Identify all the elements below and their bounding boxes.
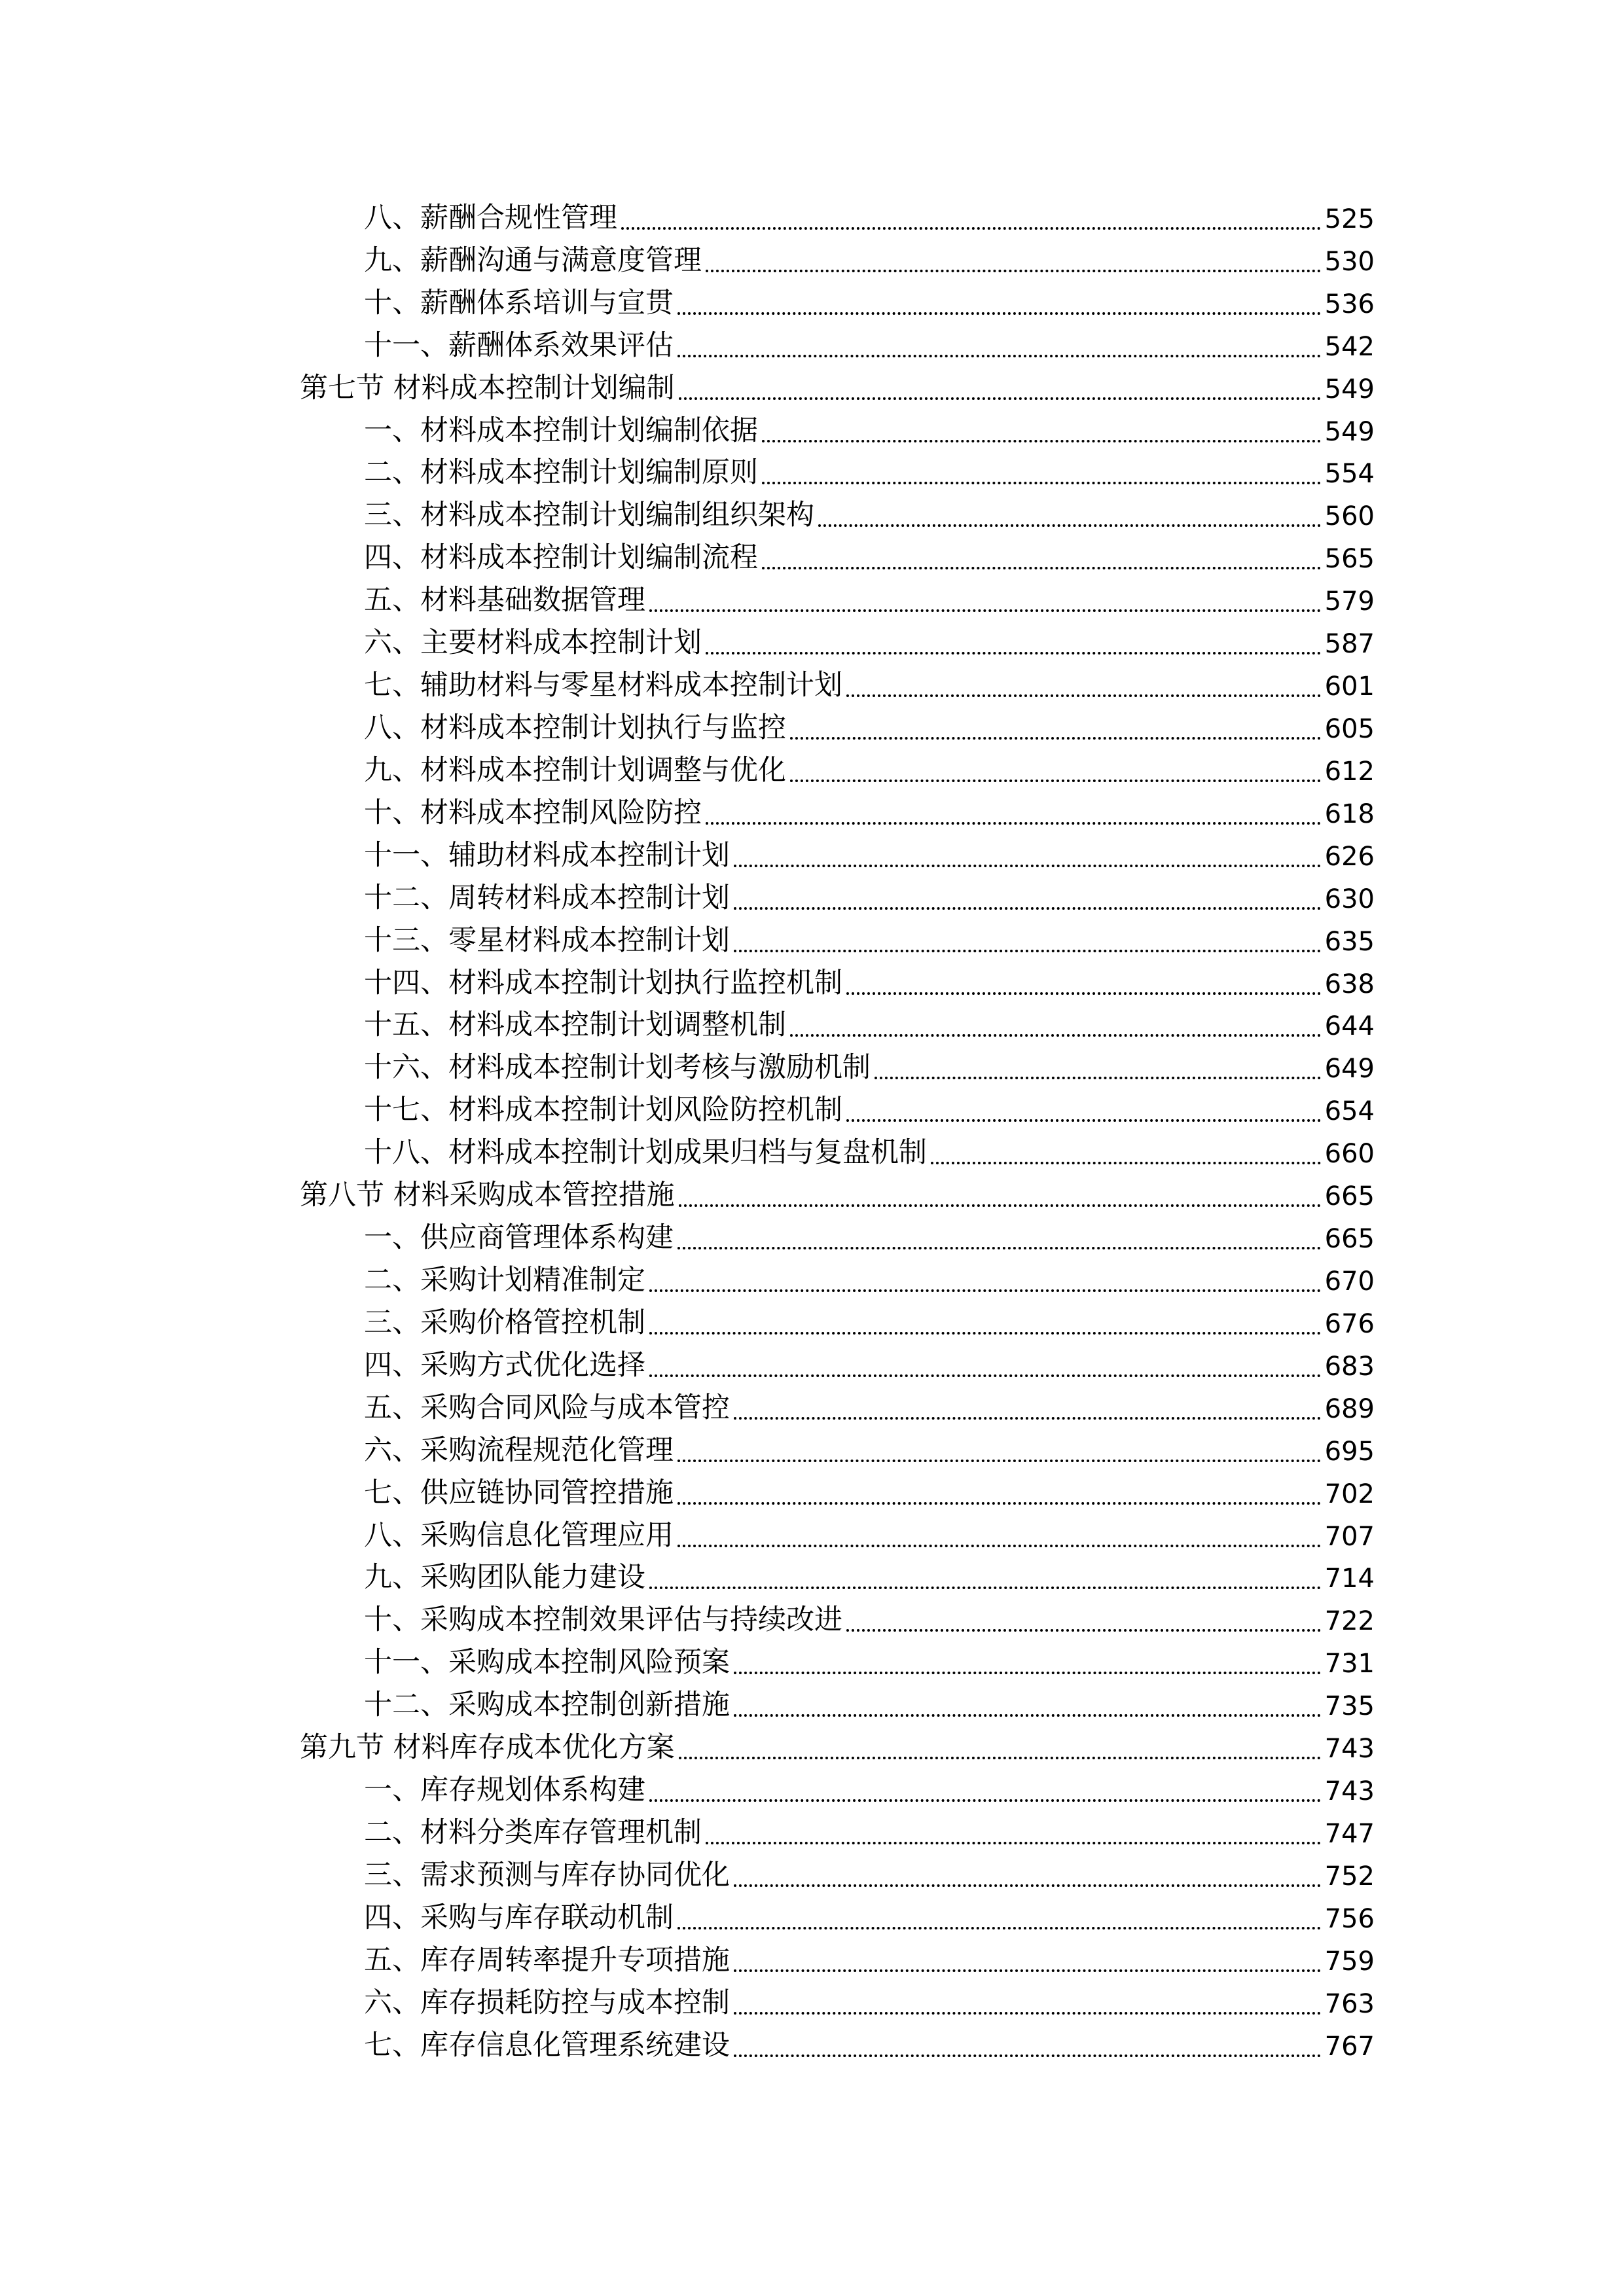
toc-entry-page-number: 579 xyxy=(1324,586,1375,617)
toc-subsection-entry[interactable] xyxy=(300,1555,1375,1598)
toc-subsection-entry[interactable] xyxy=(300,1385,1375,1427)
toc-subsection-entry[interactable] xyxy=(300,535,1375,577)
toc-leader-dots xyxy=(734,1884,1321,1887)
toc-leader-dots xyxy=(762,482,1321,484)
toc-entry-page-number: 542 xyxy=(1324,331,1375,362)
toc-entry-page-number: 695 xyxy=(1324,1436,1375,1467)
toc-subsection-entry[interactable] xyxy=(300,1640,1375,1682)
toc-subsection-entry[interactable] xyxy=(300,1045,1375,1087)
toc-entry-title: 第七节 材料成本控制计划编制 xyxy=(300,371,675,404)
toc-entry-page-number: 549 xyxy=(1324,374,1375,404)
toc-subsection-entry[interactable] xyxy=(300,238,1375,280)
toc-leader-dots xyxy=(679,397,1321,400)
table-of-contents xyxy=(300,195,1375,2065)
toc-leader-dots xyxy=(790,780,1321,782)
toc-entry-title: 七、库存信息化管理系统建设 xyxy=(364,2028,730,2062)
toc-subsection-entry[interactable] xyxy=(300,1852,1375,1895)
toc-entry-title: 四、采购与库存联动机制 xyxy=(364,1901,674,1934)
toc-leader-dots xyxy=(734,865,1321,867)
toc-leader-dots xyxy=(649,1289,1321,1292)
toc-subsection-entry[interactable] xyxy=(300,492,1375,535)
toc-leader-dots xyxy=(649,1374,1321,1377)
toc-entry-title: 三、采购价格管控机制 xyxy=(364,1306,645,1339)
toc-entry-page-number: 702 xyxy=(1324,1479,1375,1509)
toc-entry-title: 十、薪酬体系培训与宣贯 xyxy=(364,286,674,319)
toc-entry-title: 第九节 材料库存成本优化方案 xyxy=(300,1731,675,1765)
toc-entry-title: 一、材料成本控制计划编制依据 xyxy=(364,414,758,447)
toc-leader-dots xyxy=(734,1417,1321,1420)
toc-entry-page-number: 635 xyxy=(1324,926,1375,957)
toc-subsection-entry[interactable] xyxy=(300,833,1375,875)
toc-section-entry[interactable] xyxy=(300,1725,1375,1767)
toc-entry-page-number: 747 xyxy=(1324,1818,1375,1849)
toc-entry-page-number: 743 xyxy=(1324,1734,1375,1765)
toc-subsection-entry[interactable] xyxy=(300,408,1375,450)
toc-leader-dots xyxy=(649,1799,1321,1802)
toc-leader-dots xyxy=(677,1927,1321,1929)
toc-subsection-entry[interactable] xyxy=(300,747,1375,790)
toc-leader-dots xyxy=(734,2012,1321,2015)
toc-entry-page-number: 549 xyxy=(1324,416,1375,447)
toc-leader-dots xyxy=(649,1332,1321,1335)
toc-entry-title: 九、材料成本控制计划调整与优化 xyxy=(364,753,786,787)
toc-subsection-entry[interactable] xyxy=(300,1767,1375,1810)
toc-entry-page-number: 587 xyxy=(1324,629,1375,660)
toc-entry-page-number: 743 xyxy=(1324,1776,1375,1807)
toc-subsection-entry[interactable] xyxy=(300,1003,1375,1045)
toc-subsection-entry[interactable] xyxy=(300,1257,1375,1300)
toc-subsection-entry[interactable] xyxy=(300,620,1375,662)
toc-section-entry[interactable] xyxy=(300,365,1375,408)
toc-entry-title: 十四、材料成本控制计划执行监控机制 xyxy=(364,966,842,999)
toc-entry-title: 十七、材料成本控制计划风险防控机制 xyxy=(364,1094,842,1127)
toc-entry-title: 十二、周转材料成本控制计划 xyxy=(364,881,730,914)
toc-entry-page-number: 665 xyxy=(1324,1181,1375,1212)
toc-entry-title: 五、材料基础数据管理 xyxy=(364,584,645,617)
toc-leader-dots xyxy=(706,270,1321,272)
toc-entry-page-number: 767 xyxy=(1324,2031,1375,2062)
toc-entry-title: 第八节 材料采购成本管控措施 xyxy=(300,1179,675,1212)
toc-leader-dots xyxy=(677,312,1321,315)
toc-leader-dots xyxy=(931,1162,1321,1164)
toc-entry-title: 八、薪酬合规性管理 xyxy=(364,201,617,234)
toc-leader-dots xyxy=(734,1969,1321,1972)
toc-leader-dots xyxy=(706,822,1321,825)
toc-leader-dots xyxy=(818,524,1321,527)
toc-entry-page-number: 560 xyxy=(1324,501,1375,532)
toc-entry-page-number: 759 xyxy=(1324,1946,1375,1977)
toc-leader-dots xyxy=(875,1077,1321,1079)
toc-entry-page-number: 626 xyxy=(1324,841,1375,872)
toc-subsection-entry[interactable] xyxy=(300,705,1375,747)
toc-leader-dots xyxy=(706,652,1321,655)
toc-subsection-entry[interactable] xyxy=(300,1513,1375,1555)
toc-subsection-entry[interactable] xyxy=(300,918,1375,960)
toc-entry-title: 十六、材料成本控制计划考核与激励机制 xyxy=(364,1051,871,1085)
toc-entry-title: 十五、材料成本控制计划调整机制 xyxy=(364,1009,786,1042)
toc-subsection-entry[interactable] xyxy=(300,323,1375,365)
toc-entry-page-number: 649 xyxy=(1324,1054,1375,1085)
toc-entry-title: 十二、采购成本控制创新措施 xyxy=(364,1689,730,1722)
toc-entry-title: 三、需求预测与库存协同优化 xyxy=(364,1858,730,1892)
toc-entry-page-number: 565 xyxy=(1324,544,1375,575)
toc-entry-title: 五、库存周转率提升专项措施 xyxy=(364,1943,730,1977)
toc-leader-dots xyxy=(621,227,1321,230)
toc-entry-page-number: 763 xyxy=(1324,1988,1375,2019)
toc-entry-title: 十、采购成本控制效果评估与持续改进 xyxy=(364,1604,842,1637)
toc-subsection-entry[interactable] xyxy=(300,1597,1375,1640)
toc-entry-page-number: 731 xyxy=(1324,1649,1375,1679)
toc-entry-page-number: 612 xyxy=(1324,756,1375,787)
toc-entry-page-number: 644 xyxy=(1324,1011,1375,1042)
toc-subsection-entry[interactable] xyxy=(300,1342,1375,1385)
toc-leader-dots xyxy=(734,950,1321,952)
toc-leader-dots xyxy=(734,907,1321,910)
toc-leader-dots xyxy=(846,694,1321,697)
toc-entry-title: 六、主要材料成本控制计划 xyxy=(364,626,702,660)
toc-leader-dots xyxy=(762,567,1321,569)
toc-entry-page-number: 536 xyxy=(1324,289,1375,319)
toc-subsection-entry[interactable] xyxy=(300,1470,1375,1513)
toc-entry-page-number: 676 xyxy=(1324,1308,1375,1339)
toc-entry-page-number: 689 xyxy=(1324,1393,1375,1424)
toc-entry-page-number: 756 xyxy=(1324,1903,1375,1934)
toc-entry-page-number: 530 xyxy=(1324,246,1375,277)
toc-subsection-entry[interactable] xyxy=(300,450,1375,493)
toc-entry-title: 七、辅助材料与零星材料成本控制计划 xyxy=(364,669,842,702)
toc-leader-dots xyxy=(790,737,1321,740)
toc-entry-page-number: 654 xyxy=(1324,1096,1375,1127)
toc-leader-dots xyxy=(677,1247,1321,1249)
toc-leader-dots xyxy=(649,609,1321,612)
toc-entry-title: 七、供应链协同管控措施 xyxy=(364,1476,674,1509)
toc-subsection-entry[interactable] xyxy=(300,662,1375,705)
toc-entry-title: 六、库存损耗防控与成本控制 xyxy=(364,1986,730,2019)
toc-entry-page-number: 601 xyxy=(1324,672,1375,702)
toc-subsection-entry[interactable] xyxy=(300,960,1375,1003)
toc-entry-title: 三、材料成本控制计划编制组织架构 xyxy=(364,499,814,532)
toc-subsection-entry[interactable] xyxy=(300,1895,1375,1937)
toc-subsection-entry[interactable] xyxy=(300,195,1375,238)
toc-entry-page-number: 752 xyxy=(1324,1861,1375,1892)
toc-subsection-entry[interactable] xyxy=(300,1682,1375,1725)
toc-entry-page-number: 638 xyxy=(1324,969,1375,999)
toc-subsection-entry[interactable] xyxy=(300,1980,1375,2022)
toc-entry-page-number: 618 xyxy=(1324,798,1375,829)
toc-entry-page-number: 714 xyxy=(1324,1564,1375,1594)
toc-entry-title: 四、采购方式优化选择 xyxy=(364,1348,645,1382)
toc-leader-dots xyxy=(790,1034,1321,1037)
toc-subsection-entry[interactable] xyxy=(300,1087,1375,1130)
toc-entry-title: 八、材料成本控制计划执行与监控 xyxy=(364,711,786,744)
toc-leader-dots xyxy=(679,1204,1321,1207)
toc-entry-page-number: 670 xyxy=(1324,1266,1375,1297)
toc-entry-title: 十、材料成本控制风险防控 xyxy=(364,796,702,829)
toc-leader-dots xyxy=(706,1842,1321,1844)
toc-entry-title: 一、供应商管理体系构建 xyxy=(364,1221,674,1255)
toc-entry-page-number: 665 xyxy=(1324,1224,1375,1255)
toc-subsection-entry[interactable] xyxy=(300,2022,1375,2065)
toc-subsection-entry[interactable] xyxy=(300,1810,1375,1852)
toc-leader-dots xyxy=(677,355,1321,357)
toc-entry-title: 二、材料分类库存管理机制 xyxy=(364,1816,702,1849)
toc-subsection-entry[interactable] xyxy=(300,1937,1375,1980)
toc-subsection-entry[interactable] xyxy=(300,280,1375,323)
toc-entry-title: 十一、采购成本控制风险预案 xyxy=(364,1646,730,1679)
toc-entry-title: 十三、零星材料成本控制计划 xyxy=(364,924,730,957)
toc-subsection-entry[interactable] xyxy=(300,1215,1375,1257)
toc-leader-dots xyxy=(677,1460,1321,1462)
toc-leader-dots xyxy=(734,1714,1321,1717)
toc-leader-dots xyxy=(734,2054,1321,2057)
toc-entry-page-number: 554 xyxy=(1324,459,1375,490)
toc-entry-title: 六、采购流程规范化管理 xyxy=(364,1433,674,1467)
toc-leader-dots xyxy=(846,1119,1321,1122)
toc-entry-page-number: 525 xyxy=(1324,204,1375,234)
toc-entry-title: 十一、薪酬体系效果评估 xyxy=(364,329,674,362)
toc-entry-title: 八、采购信息化管理应用 xyxy=(364,1518,674,1552)
toc-subsection-entry[interactable] xyxy=(300,875,1375,918)
toc-leader-dots xyxy=(762,440,1321,442)
toc-leader-dots xyxy=(677,1545,1321,1547)
toc-leader-dots xyxy=(679,1757,1321,1759)
toc-section-entry[interactable] xyxy=(300,1172,1375,1215)
toc-entry-title: 九、采购团队能力建设 xyxy=(364,1561,645,1594)
toc-entry-title: 二、材料成本控制计划编制原则 xyxy=(364,456,758,490)
toc-entry-page-number: 630 xyxy=(1324,884,1375,914)
toc-entry-page-number: 660 xyxy=(1324,1139,1375,1170)
toc-subsection-entry[interactable] xyxy=(300,1427,1375,1470)
toc-entry-title: 一、库存规划体系构建 xyxy=(364,1774,645,1807)
toc-entry-title: 十一、辅助材料成本控制计划 xyxy=(364,838,730,872)
toc-leader-dots xyxy=(846,1629,1321,1632)
toc-entry-title: 十八、材料成本控制计划成果归档与复盘机制 xyxy=(364,1136,927,1170)
toc-entry-page-number: 605 xyxy=(1324,713,1375,744)
toc-entry-title: 九、薪酬沟通与满意度管理 xyxy=(364,243,702,277)
toc-entry-title: 四、材料成本控制计划编制流程 xyxy=(364,541,758,575)
toc-leader-dots xyxy=(846,992,1321,995)
toc-subsection-entry[interactable] xyxy=(300,1300,1375,1342)
toc-entry-page-number: 735 xyxy=(1324,1691,1375,1722)
toc-leader-dots xyxy=(734,1672,1321,1674)
toc-subsection-entry[interactable] xyxy=(300,577,1375,620)
toc-entry-title: 五、采购合同风险与成本管控 xyxy=(364,1391,730,1424)
toc-leader-dots xyxy=(677,1502,1321,1505)
toc-subsection-entry[interactable] xyxy=(300,1130,1375,1172)
toc-entry-page-number: 683 xyxy=(1324,1351,1375,1382)
toc-subsection-entry[interactable] xyxy=(300,790,1375,833)
toc-leader-dots xyxy=(649,1587,1321,1589)
toc-entry-page-number: 707 xyxy=(1324,1521,1375,1552)
toc-entry-page-number: 722 xyxy=(1324,1606,1375,1637)
toc-entry-title: 二、采购计划精准制定 xyxy=(364,1263,645,1297)
